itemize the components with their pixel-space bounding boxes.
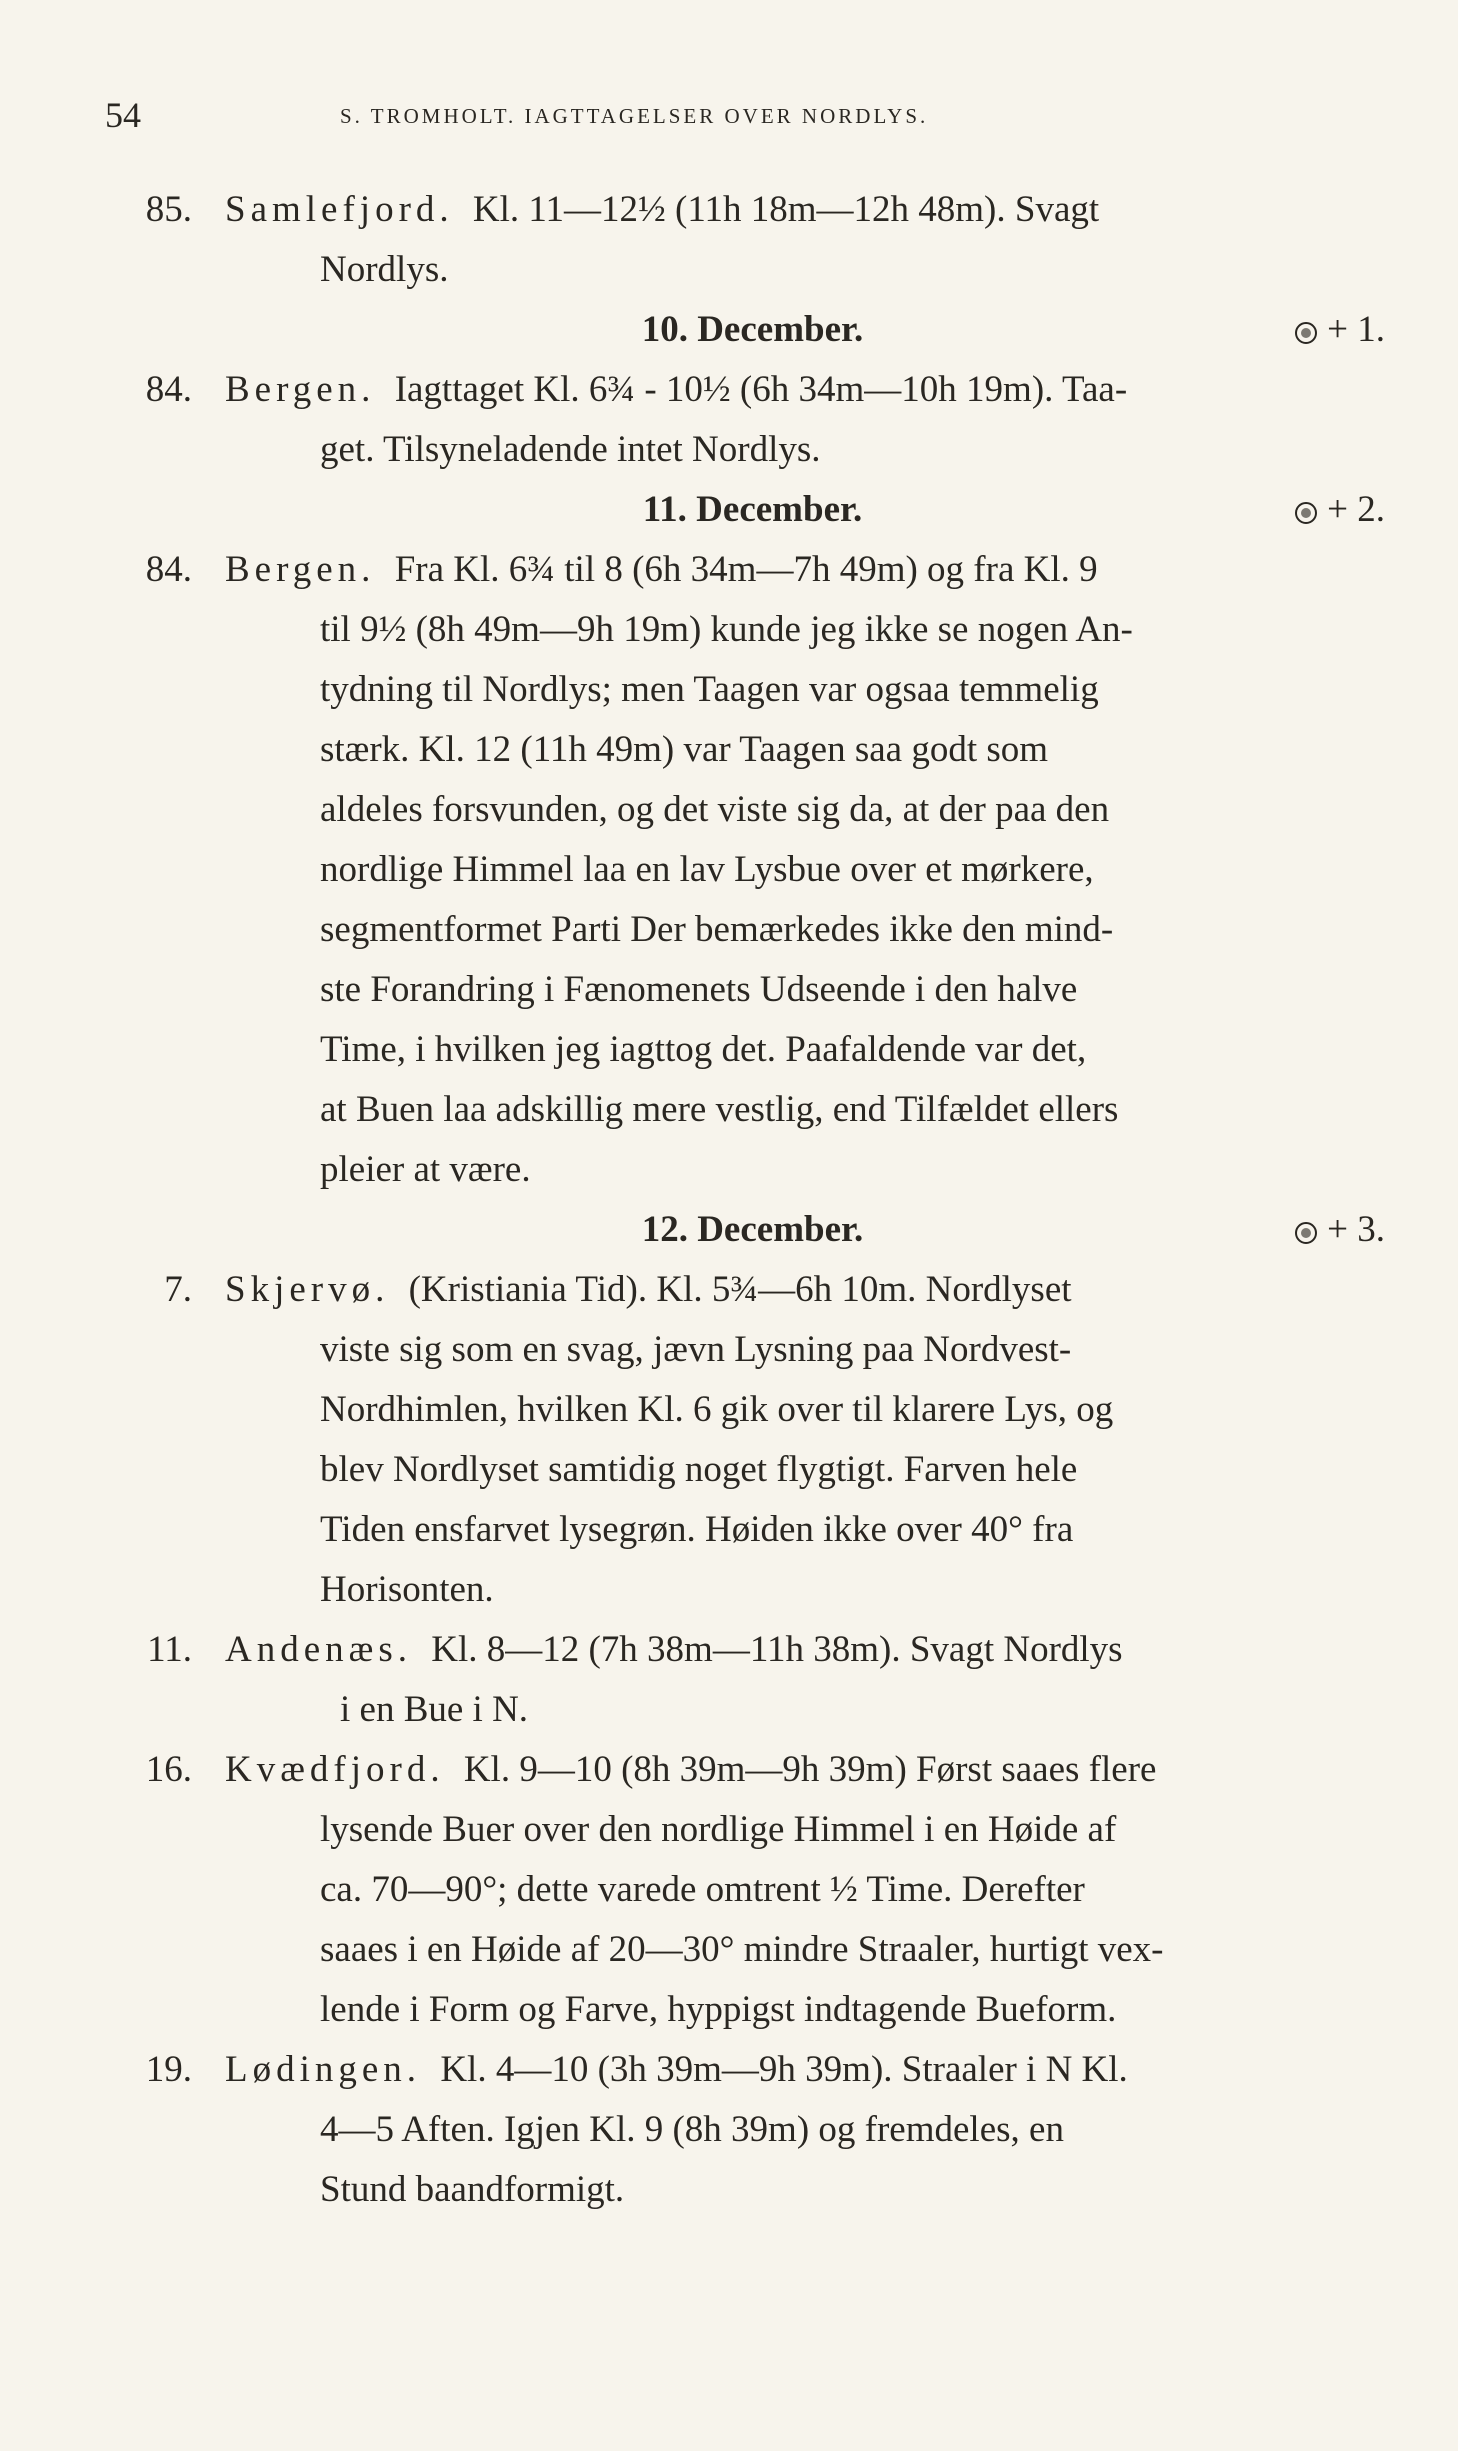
date-label: 11. December. [642, 489, 863, 530]
entry-line: (Kristiania Tid). Kl. 5¾—6h 10m. Nordlyset [408, 1269, 1072, 1310]
entry-place: Kvædfjord. [225, 1749, 445, 1790]
entry-line: Kl. 4—10 (3h 39m—9h 39m). Straaler i N Kl. [440, 2049, 1128, 2090]
entry-line: i en Bue i N. [340, 1689, 529, 1730]
entry-samlefjord [120, 180, 1385, 300]
entry-line: Kl. 11—12½ (11h 18m—12h 48m). Svagt [472, 189, 1100, 230]
entry-andenaes [120, 1620, 1385, 1740]
entry-line: til 9½ (8h 49m—9h 19m) kunde jeg ikke se nogen An- [320, 609, 1133, 650]
entry-line: ste Forandring i Fænomenets Udseende i den halve [320, 969, 1078, 1010]
entry-number: 16. [145, 1749, 192, 1790]
entry-line: Iagttaget Kl. 6¾ - 10½ (6h 34m—10h 19m). Taa- [394, 369, 1128, 410]
entry-place: Lødingen. [225, 2049, 422, 2090]
page-content [120, 180, 1385, 2220]
entry-number: 19. [145, 2049, 192, 2090]
entry-line: segmentformet Parti Der bemærkedes ikke den mind- [320, 909, 1114, 950]
page-header [105, 94, 1385, 144]
moon-phase-icon [1295, 502, 1317, 524]
entry-line: at Buen laa adskillig mere vestlig, end Tilfældet ellers [320, 1089, 1119, 1130]
entry-line: pleier at være. [320, 1149, 531, 1190]
entry-number: 85. [145, 189, 192, 230]
entry-line: Tiden ensfarvet lysegrøn. Høiden ikke over 40° fra [320, 1509, 1074, 1550]
entry-line: saaes i en Høide af 20—30° mindre Straaler, hurtigt vex- [320, 1929, 1164, 1970]
entry-place: Bergen. [225, 549, 376, 590]
running-title: S. TROMHOLT. IAGTTAGELSER OVER NORDLYS. [340, 104, 929, 128]
entry-line: tydning til Nordlys; men Taagen var ogsaa temmelig [320, 669, 1099, 710]
moon-phase-icon [1295, 1222, 1317, 1244]
entry-line: ca. 70—90°; dette varede omtrent ½ Time. Derefter [320, 1869, 1085, 1910]
entry-line: 4—5 Aften. Igjen Kl. 9 (8h 39m) og fremdeles, en [320, 2109, 1064, 2150]
entry-bergen-11 [120, 540, 1385, 1200]
page-number: 54 [105, 95, 141, 135]
entry-line: Horisonten. [320, 1569, 494, 1610]
entry-place: Andenæs. [225, 1629, 412, 1670]
entry-line: nordlige Himmel laa en lav Lysbue over et mørkere, [320, 849, 1094, 890]
entry-skjervo [120, 1260, 1385, 1620]
entry-line: Time, i hvilken jeg iagttog det. Paafaldende var det, [320, 1029, 1087, 1070]
entry-line: Kl. 9—10 (8h 39m—9h 39m) Først saaes flere [463, 1749, 1157, 1790]
entry-line: Stund baandformigt. [320, 2169, 625, 2210]
entry-line: blev Nordlyset samtidig noget flygtigt. Farven hele [320, 1449, 1078, 1490]
entry-line: Fra Kl. 6¾ til 8 (6h 34m—7h 49m) og fra Kl. 9 [394, 549, 1098, 590]
moon-offset: + 1. [1327, 309, 1385, 350]
entry-line: stærk. Kl. 12 (11h 49m) var Taagen saa godt som [320, 729, 1049, 770]
entry-line: Kl. 8—12 (7h 38m—11h 38m). Svagt Nordlys [431, 1629, 1123, 1670]
entry-kvaedfjord [120, 1740, 1385, 2040]
entry-number: 11. [147, 1629, 192, 1670]
entry-number: 84. [145, 549, 192, 590]
moon-offset: + 2. [1327, 489, 1385, 530]
entry-lodingen [120, 2040, 1385, 2220]
date-heading-11-december [120, 480, 1385, 540]
date-heading-10-december [120, 300, 1385, 360]
entry-line: aldeles forsvunden, og det viste sig da, at der paa den [320, 789, 1110, 830]
entry-line: lysende Buer over den nordlige Himmel i en Høide af [320, 1809, 1117, 1850]
entry-line: viste sig som en svag, jævn Lysning paa Nordvest- [320, 1329, 1072, 1370]
date-label: 12. December. [641, 1209, 864, 1250]
entry-number: 7. [164, 1269, 192, 1310]
moon-phase-icon [1295, 322, 1317, 344]
entry-line: lende i Form og Farve, hyppigst indtagende Bueform. [320, 1989, 1117, 2030]
entry-bergen-10 [120, 360, 1385, 480]
date-heading-12-december [120, 1200, 1385, 1260]
entry-line: get. Tilsyneladende intet Nordlys. [320, 429, 821, 470]
entry-place: Skjervø. [225, 1269, 390, 1310]
entry-place: Bergen. [225, 369, 376, 410]
date-label: 10. December. [641, 309, 864, 350]
entry-place: Samlefjord. [225, 189, 454, 230]
entry-line: Nordlys. [320, 249, 449, 290]
entry-number: 84. [145, 369, 192, 410]
moon-offset: + 3. [1327, 1209, 1385, 1250]
entry-line: Nordhimlen, hvilken Kl. 6 gik over til klarere Lys, og [320, 1389, 1114, 1430]
